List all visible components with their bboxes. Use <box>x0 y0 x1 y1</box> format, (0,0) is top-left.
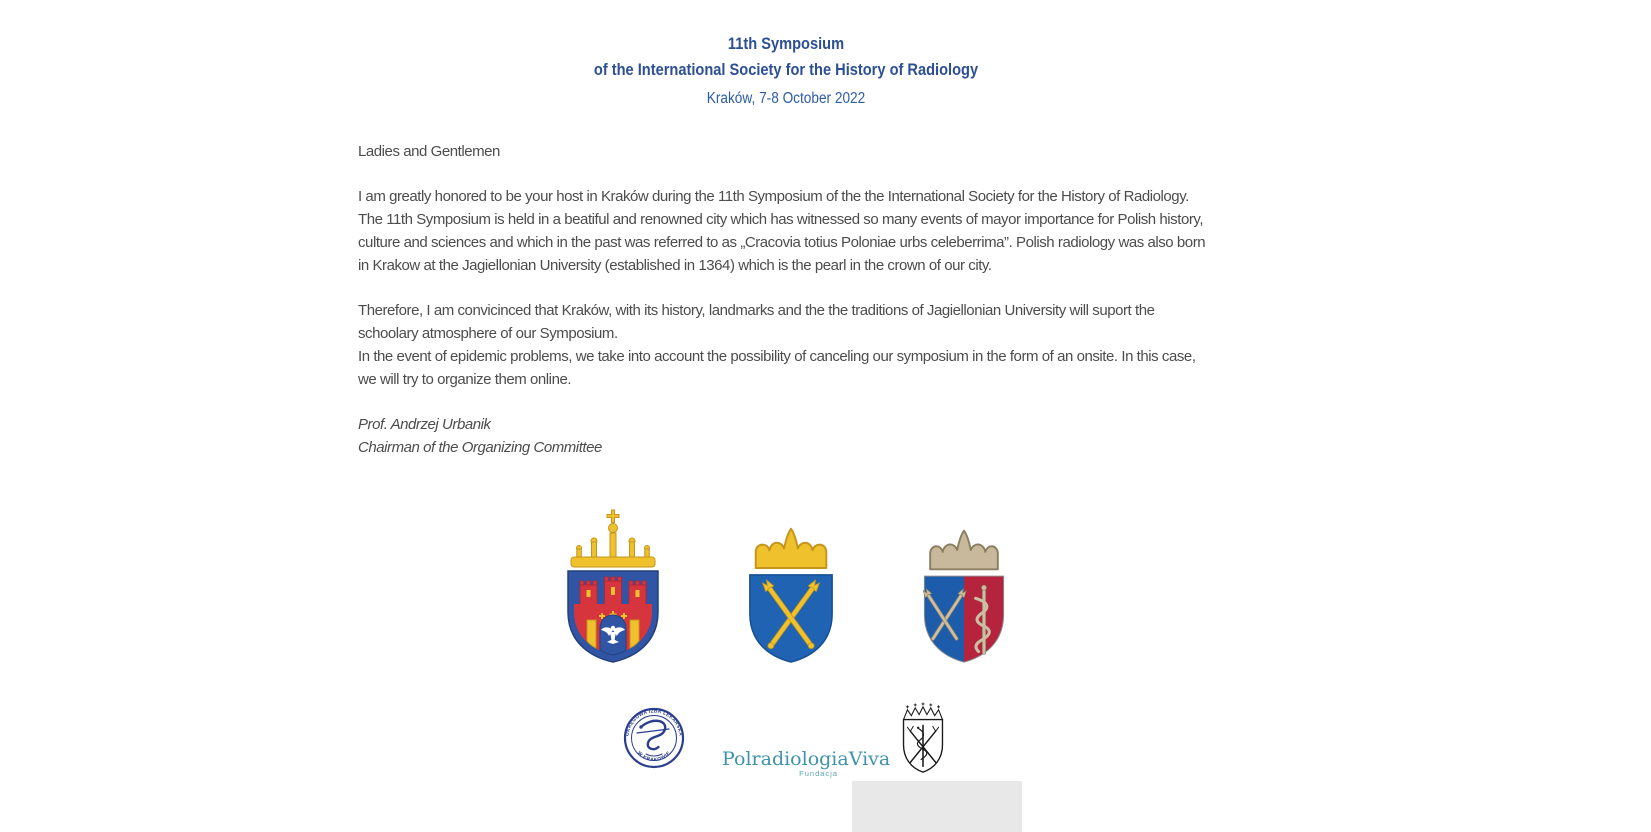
seal-text-bottom: W KRAKOWIE <box>636 751 672 764</box>
event-date: Kraków, 7-8 October 2022 <box>706 90 866 107</box>
next-section-preview <box>852 781 1022 832</box>
jagiellonian-university-coat-of-arms-icon <box>743 519 839 666</box>
medical-chamber-seal-icon <box>622 702 686 774</box>
polradiologia-viva-wordmark: PolradiologiaViva <box>722 748 891 770</box>
jagiellonian-university-medical-college-coat-of-arms-icon <box>917 521 1011 666</box>
medical-chamber-seal <box>622 702 686 779</box>
polradiologia-viva-logo <box>722 748 891 778</box>
page-header <box>358 0 1214 109</box>
signature-block <box>358 413 1214 459</box>
page-title-line1: 11th Symposium <box>727 34 845 53</box>
coats-of-arms-row <box>358 508 1214 666</box>
partner-logos-row <box>358 702 1214 779</box>
letter-paragraph-2-line2: In the event of epidemic problems, we take into account the possibility of canceling our symposium in the form of an onsite. In this case, we will try to organize them online. <box>358 348 1196 388</box>
letter-paragraph-2-line1: Therefore, I am convicinced that Kraków, with its history, landmarks and the the traditions of Jagiellonian University will suport the schoolary atmosphere of our Symposium. <box>358 302 1155 342</box>
letter-paragraph-2 <box>358 299 1214 391</box>
krakow-medical-society-emblem-icon <box>896 702 950 776</box>
polradiologia-viva-subtext: Fundacja <box>799 769 838 778</box>
krakow-city-coat-of-arms-icon <box>561 508 665 666</box>
letter-paragraph-1: I am greatly honored to be your host in Kraków during the 11th Symposium of the the International Society for the History of Radiology. The 11th Symposium is held in a beatiful and renowned city which has witnessed so many events of mayor importance for Polish history, culture and sciences and which in the past was referred to as „Cracovia totius Poloniae urbs celeberrima”. Polish radiology was also born in Krakow at the Jagiellonian University (established in 1364) which is the pearl in the crown of our city. <box>358 188 1206 274</box>
letter-page <box>358 0 1214 779</box>
signature-role: Chairman of the Organizing Committee <box>358 439 602 456</box>
letter-body <box>358 140 1214 459</box>
signature-name: Prof. Andrzej Urbanik <box>358 416 491 433</box>
seal-text-top: OKRĘGOWA IZBA LEKARSKA <box>625 709 683 737</box>
salutation: Ladies and Gentlemen <box>358 143 500 160</box>
page-title-line2: of the International Society for the History of Radiology <box>593 60 979 79</box>
